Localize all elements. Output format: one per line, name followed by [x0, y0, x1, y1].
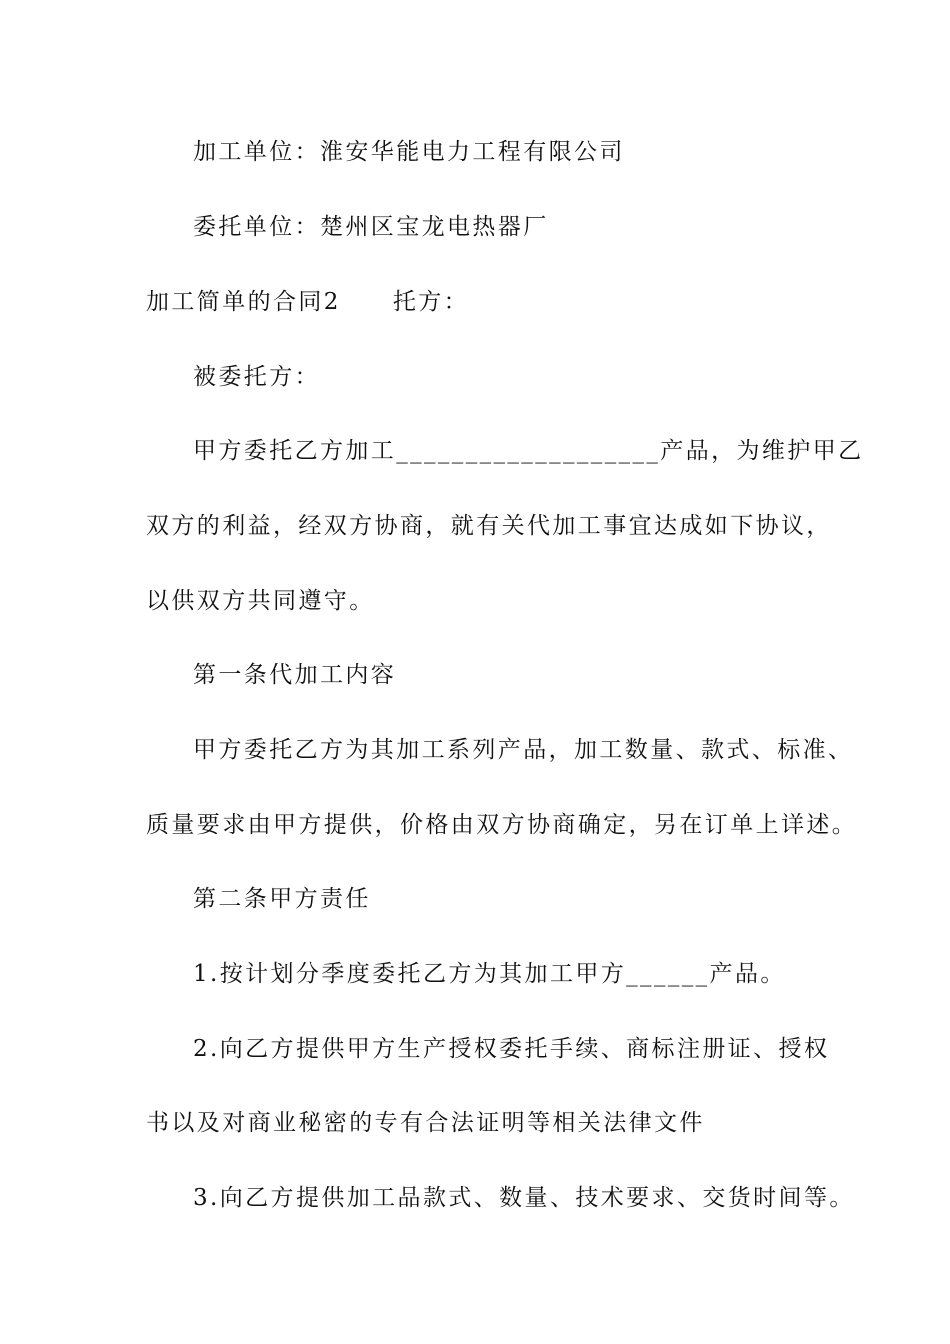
paragraph-line: 书以及对商业秘密的专有合法证明等相关法律文件 — [146, 1110, 705, 1136]
clause-item: 1.按计划分季度委托乙方为其加工甲方______产品。 — [193, 961, 786, 987]
paragraph-line: 质量要求由甲方提供，价格由双方协商确定，另在订单上详述。 — [146, 812, 858, 838]
article-heading: 第一条代加工内容 — [193, 662, 397, 688]
paragraph-line: 以供双方共同遵守。 — [146, 588, 375, 614]
entrusting-party-label: 托方： — [392, 289, 470, 315]
paragraph-line: 甲方委托乙方为其加工系列产品，加工数量、款式、标准、 — [193, 737, 854, 763]
clause-item: 3.向乙方提供加工品款式、数量、技术要求、交货时间等。 — [193, 1185, 855, 1211]
paragraph-line: 甲方委托乙方加工___________________产品，为维护甲乙 — [193, 438, 864, 464]
article-heading: 第二条甲方责任 — [193, 886, 371, 912]
entrusting-unit-line: 委托单位：楚州区宝龙电热器厂 — [193, 214, 549, 240]
clause-item: 2.向乙方提供甲方生产授权委托手续、商标注册证、授权 — [193, 1036, 830, 1062]
paragraph-line: 双方的利益，经双方协商，就有关代加工事宜达成如下协议， — [146, 513, 832, 539]
contract-title: 加工简单的合同2 — [146, 289, 341, 315]
processing-unit-line: 加工单位：淮安华能电力工程有限公司 — [193, 139, 625, 165]
contract-heading-line — [146, 287, 469, 317]
entrusted-party-line: 被委托方： — [193, 364, 320, 390]
